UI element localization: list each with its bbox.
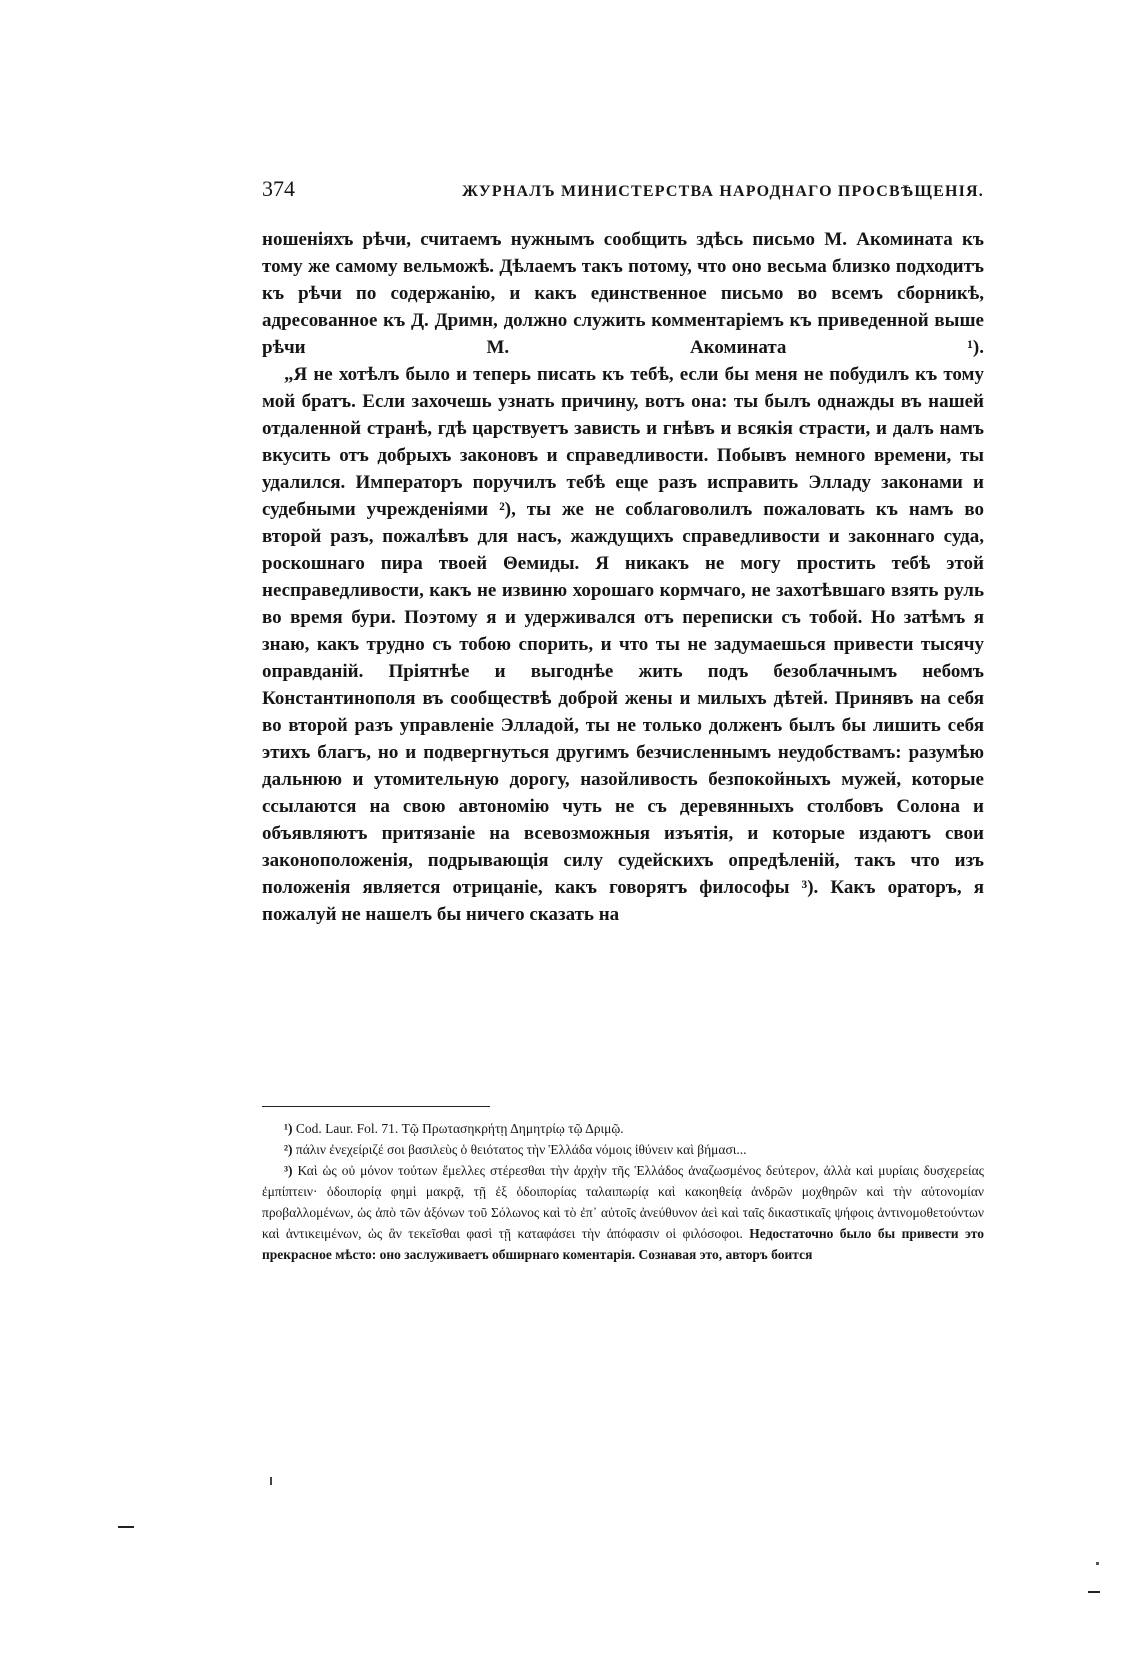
page-number: 374 [262,176,295,201]
scan-mark [270,1477,272,1485]
footnote-text: Cod. Laur. Fol. 71. Τῷ Πρωτασηκρήτῃ Δημητρίῳ τῷ Δριμῷ. [295,1121,624,1136]
running-head-title: ЖУРНАЛЪ МИНИСТЕРСТВА НАРОДНАГО ПРОСВѢЩЕНІЯ. [462,183,984,200]
footnote-2 [262,1139,984,1160]
paragraph: „Я не хотѣлъ было и теперь писать къ тебѣ, если бы меня не побудилъ къ тому мой братъ. Если захочешь узнать причину, вотъ она: ты былъ однажды въ нашей отдаленной странѣ, гдѣ царствуетъ зависть и гнѣвъ и всякія страсти, и далъ намъ вкусить отъ добрыхъ законовъ и справедливости. Побывъ немного времени, ты удалился. Императоръ поручилъ тебѣ еще разъ исправить Элладу законами и судебными учрежденіями ²), ты же не соблаговолилъ пожаловать къ намъ во второй разъ, пожалѣвъ для насъ, жаждущихъ справедливости и законнаго суда, роскошнаго пира твоей Θемиды. Я никакъ не могу простить тебѣ этой несправедливости, какъ не извиню хорошаго кормчаго, не захотѣвшаго взять руль во время бури. Поэтому я и удерживался отъ переписки съ тобой. Но затѣмъ я знаю, какъ трудно съ тобою спорить, и что ты не задумаешься привести тысячу оправданій. Пріятнѣе и выгоднѣе жить подъ безоблачнымъ небомъ Константинополя въ сообществѣ доброй жены и милыхъ дѣтей. Принявъ на себя во второй разъ управленіе Элладой, ты не только долженъ былъ бы лишить себя этихъ благъ, но и подвергнуться другимъ безчисленнымъ неудобствамъ: разумѣю дальнюю и утомительную дорогу, назойливость безпокойныхъ мужей, которые ссылаются на свою автономію чуть не съ деревянныхъ столбовъ Солона и объявляютъ притязаніе на всевозможныя изъятія, и которые издаютъ свои законоположенія, подрывающія силу судейскихъ опредѣленій, такъ что изъ положенія является отрицаніе, какъ говорятъ философы ³). Какъ ораторъ, я пожалуй не нашелъ бы ничего сказать на [262,364,984,925]
main-text [262,226,984,928]
running-header [262,176,984,204]
footnote-marker: ³) [284,1163,293,1178]
scan-mark [1088,1591,1100,1593]
footnote-marker: ²) [284,1142,293,1157]
scan-mark [118,1526,134,1528]
footnote-text: πάλιν ἐνεχείριζέ σοι βασιλεὺς ὁ θειότατος τὴν Ἑλλάδα νόμοις ἰθύνειν καὶ βήμασι... [295,1142,747,1157]
footnotes [262,1118,984,1265]
footnote-greek-quote: Καὶ ὡς οὐ μόνον τούτων ἔμελλες στέρεσθαι τὴν ἀρχὴν τῆς Ἑλλάδος ἀναζωσμένος δεύτερον, ἀλλὰ καὶ μυρίαις δυσχερείας ἐμπίπτειν· ὁδοιπορίᾳ φημὶ μακρᾷ, τῇ ἐξ ὁδοιπορίας ταλαιπωρίᾳ καὶ κακοηθείᾳ ἀνδρῶν μοχθηρῶν καὶ τὴν αὐτονομίαν προβαλλομένων, ὡς ἀπὸ τῶν ἀξόνων τοῦ Σόλωνος καὶ τὸ ἐπ᾽ αὐτοῖς ἀνεύθυνον ἀεὶ καὶ ταῖς δικαστικαῖς ψήφοις ἀντινομοθετούντων καὶ ἀντικειμένων, ὡς ἂν τεκεῖσθαι φασὶ τῇ καταφάσει τὴν ἀπόφασιν οἱ φιλόσοφοι. [262,1163,985,1241]
footnote-3 [262,1160,984,1265]
footnote-marker: ¹) [284,1121,293,1136]
footnote-separator [262,1106,490,1107]
paragraph: ношеніяхъ рѣчи, считаемъ нужнымъ сообщить здѣсь письмо М. Акомината къ тому же самому вельможѣ. Дѣлаемъ такъ потому, что оно весьма близко подходитъ къ рѣчи по содержанію, и какъ единственное письмо во всемъ сборникѣ, адресованное къ Д. Дримн, должно служить комментаріемъ къ приведенной выше рѣчи М. Акомината ¹). [262,229,984,358]
footnote-russian-text: Недостаточно было бы привести это прекрасное мѣсто: оно заслуживаетъ обширнаго коментарія. Сознавая это, авторъ боится [262,1226,985,1262]
scan-mark [1096,1562,1099,1565]
footnote-1 [262,1118,984,1139]
